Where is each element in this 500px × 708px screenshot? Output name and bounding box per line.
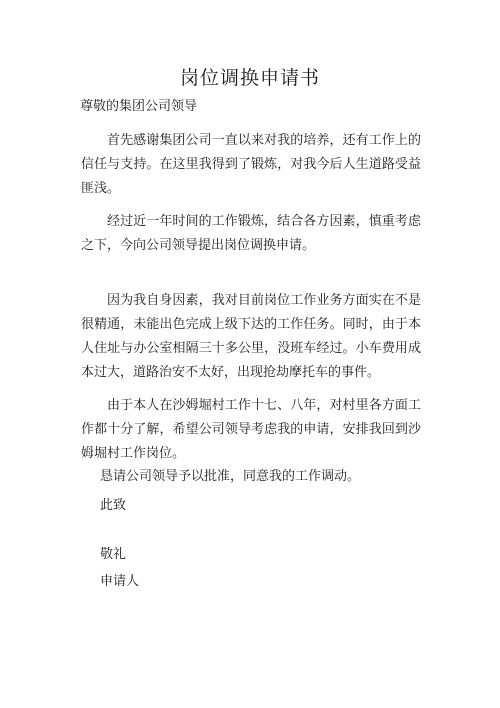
paragraph-personal-reasons: 因为我自身因素，我对目前岗位工作业务方面实在不是很精通，未能出色完成上级下达的工作任务。同时，由于本人住址与办公室相隔三十多公里，没班车经过。小车费用成本过大，道路治安不太好，出现抢劫摩托车的事件。: [81, 293, 421, 380]
paragraph-work-history: 由于本人在沙姆堀村工作十七、八年，对村里各方面工作都十分了解，希望公司领导考虑我的申请，安排我回到沙姆堀村工作岗位。: [81, 398, 421, 461]
paragraph-gratitude: 首先感谢集团公司一直以来对我的培养，还有工作上的信任与支持。在这里我得到了锻炼，对我今后人生道路受益匪浅。: [81, 133, 421, 196]
salutation: 尊敬的集团公司领导: [80, 99, 198, 114]
signature-label: 申请人: [100, 574, 140, 589]
paragraph-reason-intro: 经过近一年时间的工作锻炼，结合各方因素，慎重考虑之下，今向公司领导提出岗位调换申请。: [81, 214, 421, 253]
closing-cizhi: 此致: [100, 498, 127, 513]
request-line: 恳请公司领导予以批准，同意我的工作调动。: [100, 469, 361, 484]
document-title: 岗位调换申请书: [179, 67, 320, 89]
closing-jingli: 敬礼: [100, 547, 127, 562]
